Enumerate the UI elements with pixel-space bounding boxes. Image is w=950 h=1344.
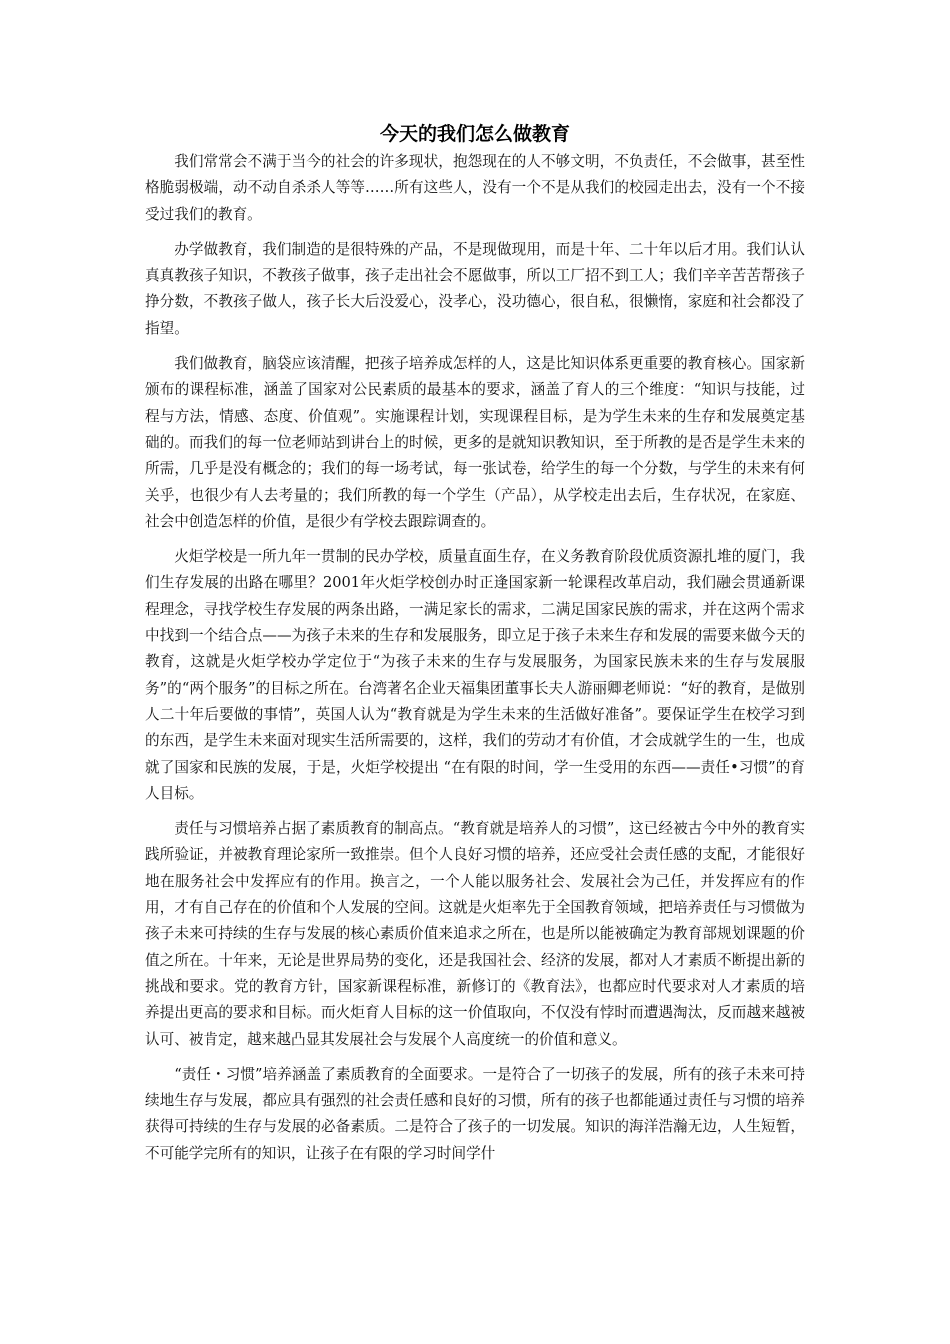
document-body bbox=[145, 149, 805, 1176]
paragraph: 我们常常会不满于当今的社会的许多现状，抱怨现在的人不够文明，不负责任，不会做事，甚至性格脆弱极端，动不动自杀杀人等等……所有这些人，没有一个不是从我们的校园走出去，没有一个不接受过我们的教育。 bbox=[145, 153, 805, 223]
paragraph: “责任・习惯”培养涵盖了素质教育的全面要求。一是符合了一切孩子的发展，所有的孩子未来可持续地生存与发展，都应具有强烈的社会责任感和良好的习惯，所有的孩子也都能通过责任与习惯的培养获得可持续的生存与发展的必备素质。二是符合了孩子的一切发展。知识的海洋浩瀚无边，人生短暂，不可能学完所有的知识，让孩子在有限的学习时间学什 bbox=[145, 1065, 805, 1162]
paragraph: 我们做教育，脑袋应该清醒，把孩子培养成怎样的人，这是比知识体系更重要的教育核心。国家新颁布的课程标准，涵盖了国家对公民素质的最基本的要求，涵盖了育人的三个维度：“知识与技能，过程与方法，情感、态度、价值观”。实施课程计划，实现课程目标，是为学生未来的生存和发展奠定基础的。而我们的每一位老师站到讲台上的时候，更多的是就知识教知识，至于所教的是否是学生未来的所需，几乎是没有概念的；我们的每一场考试，每一张试卷，给学生的每一个分数，与学生的未来有何关乎，也很少有人去考量的；我们所教的每一个学生（产品），从学校走出去后，生存状况，在家庭、社会中创造怎样的价值，是很少有学校去跟踪调查的。 bbox=[145, 355, 805, 530]
paragraph: 办学做教育，我们制造的是很特殊的产品，不是现做现用，而是十年、二十年以后才用。我们认认真真教孩子知识，不教孩子做事，孩子走出社会不愿做事，所以工厂招不到工人；我们辛辛苦苦帮孩子挣分数，不教孩子做人，孩子长大后没爱心，没孝心，没功德心，很自私，很懒惰，家庭和社会都没了指望。 bbox=[145, 240, 805, 337]
document-title: 今天的我们怎么做教育 bbox=[379, 123, 570, 145]
paragraph: 火炬学校是一所九年一贯制的民办学校，质量直面生存，在义务教育阶段优质资源扎堆的厦门，我们生存发展的出路在哪里？2001年火炬学校创办时正逢国家新一轮课程改革启动，我们融会贯通新课程理念，寻找学校生存发展的两条出路，一满足家长的需求，二满足国家民族的需求，并在这两个需求中找到一个结合点——为孩子未来的生存和发展服务，即立足于孩子未来生存和发展的需要来做今天的教育，这就是火炬学校办学定位于“为孩子未来的生存与发展服务，为国家民族未来的生存与发展服务”的“两个服务”的目标之所在。台湾著名企业天福集团董事长夫人游丽卿老师说：“好的教育，是做别人二十年后要做的事情”，英国人认为“教育就是为学生未来的生活做好准备”。要保证学生在校学习到的东西，是学生未来面对现实生活所需要的，这样，我们的劳动才有价值，才会成就学生的一生，也成就了国家和民族的发展，于是，火炬学校提出 “在有限的时间，学一生受用的东西——责任•习惯”的育人目标。 bbox=[145, 548, 805, 802]
paragraph: 责任与习惯培养占据了素质教育的制高点。“教育就是培养人的习惯”，这已经被古今中外的教育实践所验证，并被教育理论家所一致推崇。但个人良好习惯的培养，还应受社会责任感的支配，才能很好地在服务社会中发挥应有的作用。换言之，一个人能以服务社会、发展社会为己任，并发挥应有的作用，才有自己存在的价值和个人发展的空间。这就是火炬率先于全国教育领域，把培养责任与习惯做为孩子未来可持续的生存与发展的核心素质价值来追求之所在，也是所以能被确定为教育部规划课题的价值之所在。十年来，无论是世界局势的变化，还是我国社会、经济的发展，都对人才素质不断提出新的挑战和要求。党的教育方针，国家新课程标准，新修订的《教育法》，也都应时代要求对人才素质的培养提出更高的要求和目标。而火炬育人目标的这一价值取向，不仅没有悖时而遭遇淘汰，反而越来越被认可、被肯定，越来越凸显其发展社会与发展个人高度统一的价值和意义。 bbox=[145, 820, 805, 1048]
